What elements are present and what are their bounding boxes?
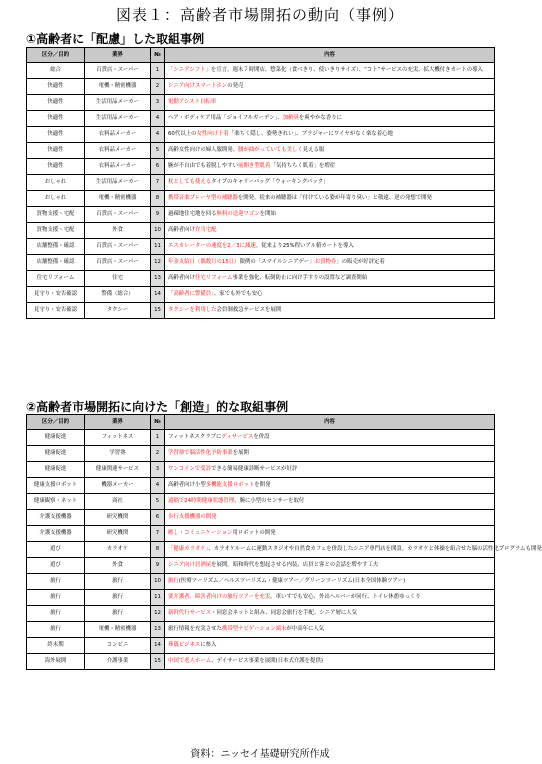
row-category: 総合	[27, 63, 85, 79]
highlighted-text: 旅行	[168, 578, 179, 585]
content-text: を開発	[254, 482, 271, 489]
row-category: 健康観察・ネット	[27, 494, 85, 510]
content-text: 会員制救急サービスを展開	[216, 307, 282, 314]
table-row	[27, 239, 495, 255]
row-category: 見守り・安否確認	[27, 287, 85, 303]
row-category: 健康促進	[27, 430, 85, 446]
row-content	[165, 159, 495, 175]
row-industry: 学習塾	[85, 446, 151, 462]
row-category: 買物支援・宅配	[27, 207, 85, 223]
row-content	[165, 191, 495, 207]
content-text: フィットネスクラブに	[168, 434, 222, 441]
table-row	[27, 478, 495, 494]
content-text: 。車いすでも安心、外出ヘルパーが同行、トイレ休憩ゆっくり	[270, 594, 421, 601]
row-content	[165, 478, 495, 494]
row-number: 2	[151, 79, 165, 95]
row-industry: 百貨店・スーパー	[85, 255, 151, 271]
highlighted-text: ディサービス	[221, 434, 254, 441]
content-text: に参入	[200, 642, 217, 649]
row-number: 15	[151, 654, 165, 670]
row-number: 1	[151, 63, 165, 79]
content-text: 、カラオケルームに運動スタジオや自然食カフェを併設したシニア専門店を開設。カラオケと体操を組合せた脳の活性化プログラムも開発	[208, 546, 542, 553]
row-content	[165, 526, 495, 542]
row-industry: 旅行	[85, 606, 151, 622]
table-row	[27, 558, 495, 574]
row-industry: タクシー	[85, 303, 151, 319]
content-text: を展開	[232, 450, 249, 457]
row-number: 15	[151, 303, 165, 319]
row-category: 遊び	[27, 542, 85, 558]
highlighted-text: 学習塾で脳活性化予防事業	[168, 450, 233, 457]
row-content	[165, 494, 495, 510]
highlighted-text: タクシーを利用した	[168, 307, 217, 314]
row-content	[165, 207, 495, 223]
row-industry: 百貨店・スーパー	[85, 239, 151, 255]
table-row	[27, 542, 495, 558]
content-text: 、デイサービス事業を展開(日本式介護を提供)	[211, 658, 323, 665]
section-1-title: ①高齢者に「配慮」した取組事例	[26, 32, 205, 46]
table-row	[27, 79, 495, 95]
highlighted-text: シニア向け居酒屋	[168, 562, 212, 569]
row-content	[165, 175, 495, 191]
row-number: 4	[151, 111, 165, 127]
row-industry: 住宅	[85, 271, 151, 287]
row-category: 海外展開	[27, 654, 85, 670]
row-industry: 外食	[85, 223, 151, 239]
table-row	[27, 462, 495, 478]
table-row	[27, 590, 495, 606]
table-row	[27, 303, 495, 319]
row-industry: 介護事業	[85, 654, 151, 670]
row-category: 終末期	[27, 638, 85, 654]
row-industry: 研究機関	[85, 526, 151, 542]
row-industry: 商社	[85, 494, 151, 510]
row-industry: 生活用品メーカー	[85, 111, 151, 127]
table-row	[27, 223, 495, 239]
source-note: 資料：ニッセイ基礎研究所作成	[190, 749, 330, 760]
row-category: 健康促進	[27, 462, 85, 478]
row-category: おしゃれ	[27, 175, 85, 191]
row-number: 13	[151, 622, 165, 638]
highlighted-text: 住宅リフォーム	[194, 275, 233, 282]
row-number: 2	[151, 446, 165, 462]
table-row	[27, 446, 495, 462]
row-category: 住宅リフォーム	[27, 271, 85, 287]
row-industry: フィットネス	[85, 430, 151, 446]
row-category: 買物支援・宅配	[27, 223, 85, 239]
row-content	[165, 654, 495, 670]
row-industry: 旅行	[85, 590, 151, 606]
highlighted-text: 多機能支援ロボット	[205, 482, 255, 489]
header-category: 区分／目的	[27, 415, 85, 430]
row-content	[165, 606, 495, 622]
row-category: 店舗整備・確認	[27, 239, 85, 255]
row-number: 7	[151, 175, 165, 191]
row-number: 10	[151, 574, 165, 590]
header-number: №	[151, 48, 165, 63]
row-content	[165, 446, 495, 462]
highlighted-text: 「健康カラオケ」	[168, 546, 209, 553]
highlighted-text: 携帯型ナビゲーション端末	[221, 626, 287, 633]
row-content	[165, 223, 495, 239]
highlighted-text: お買物券	[314, 259, 337, 266]
row-number: 9	[151, 207, 165, 223]
highlighted-text: 加齢臭	[282, 115, 299, 122]
row-industry: 研究機関	[85, 510, 151, 526]
header-content: 内容	[165, 48, 495, 63]
content-text: を展開。昭和時代を想起させる内装、店員と客との会話を増やす工夫	[211, 562, 379, 569]
content-text: 高齢女性向けの婦人服開発、	[168, 147, 239, 154]
content-text: を宣言。週末７時開店、惣菜化（食べきり、使いきりサイズ）、“コト”サービスの充実、拡大機付きカートの導入	[210, 67, 483, 74]
content-text: 「楽ちく隠し、姿勢きれい」、ブラジャーにワイヤがなく楽な着心地	[228, 131, 393, 138]
table-row	[27, 127, 495, 143]
table-row	[27, 622, 495, 638]
row-number: 5	[151, 143, 165, 159]
table-row	[27, 287, 495, 303]
row-content	[165, 638, 495, 654]
row-industry: 衣料品メーカー	[85, 143, 151, 159]
highlighted-text: ワンコインで受診	[168, 466, 211, 473]
row-industry: 百貨店・スーパー	[85, 63, 151, 79]
row-content	[165, 574, 495, 590]
highlighted-text: 携帯音楽プレーヤ型の補聴器	[168, 195, 238, 202]
section-2-table	[26, 414, 542, 670]
content-text: タイプのキャリーバッグ「ウォーキングパック」	[211, 179, 329, 186]
row-industry: 百貨店・スーパー	[85, 207, 151, 223]
row-industry: 機器メーカー	[85, 478, 151, 494]
table-row	[27, 638, 495, 654]
content-text: 高齢者向け	[168, 275, 195, 282]
row-category: 旅行	[27, 590, 85, 606]
table-row	[27, 63, 495, 79]
row-category: 快適性	[27, 127, 85, 143]
row-content	[165, 303, 495, 319]
content-text: 、家でも外でも安心	[213, 291, 263, 298]
row-number: 11	[151, 239, 165, 255]
content-text: ・同窓会ネットと組み、同窓会旅行を手配。シニア層に人気	[211, 610, 358, 617]
row-category: 旅行	[27, 622, 85, 638]
content-text: を開始	[259, 211, 276, 218]
row-number: 14	[151, 287, 165, 303]
row-industry: 旅行	[85, 574, 151, 590]
table-row	[27, 111, 495, 127]
content-text: 旅行情報を充実させた	[168, 626, 222, 633]
row-industry: 健康関連サービス	[85, 462, 151, 478]
row-number: 3	[151, 95, 165, 111]
header-industry: 業界	[85, 48, 151, 63]
row-content	[165, 239, 495, 255]
row-content	[165, 63, 495, 79]
highlighted-text: 腰が曲がっていても美しく	[238, 147, 303, 154]
highlighted-text: 年金支給日（偶数月の15日）	[168, 259, 240, 266]
row-category: 快適性	[27, 95, 85, 111]
highlighted-text: 歩行支援機器の開発	[168, 514, 217, 521]
row-category: 旅行	[27, 574, 85, 590]
table-row	[27, 510, 495, 526]
content-text: を併設	[253, 434, 270, 441]
content-text: 腕が不自由でも着脱しやすい	[168, 163, 239, 170]
row-number: 3	[151, 462, 165, 478]
row-category: 快適性	[27, 143, 85, 159]
row-category: 旅行	[27, 606, 85, 622]
row-content	[165, 111, 495, 127]
table-row	[27, 654, 495, 670]
row-industry: 外食	[85, 558, 151, 574]
table-row	[27, 207, 495, 223]
header-number: №	[151, 415, 165, 430]
table-row	[27, 255, 495, 271]
row-content	[165, 462, 495, 478]
table-row	[27, 526, 495, 542]
content-text: を開発。従来の補聴器は「付けている姿が年寄り臭い」と敬遠、逆の発想で開発	[237, 195, 432, 202]
content-text: 限例の「スマイルシニアデー」	[239, 259, 315, 266]
row-category: 介護支援機器	[27, 510, 85, 526]
highlighted-text: 弁当宅配	[194, 227, 217, 234]
row-content	[165, 143, 495, 159]
content-text: 事業を強化、転倒防止に向け手すりの設置など調査開始	[232, 275, 368, 282]
row-content	[165, 271, 495, 287]
row-category: 快適性	[27, 159, 85, 175]
header-category: 区分／目的	[27, 48, 85, 63]
highlighted-text: 中国で老人ホーム	[168, 658, 212, 665]
row-number: 12	[151, 255, 165, 271]
highlighted-text: 前開き型肌着	[238, 163, 271, 170]
row-category: 健康支援ロボット	[27, 478, 85, 494]
highlighted-text: 女性向け下着	[196, 131, 229, 138]
row-number: 4	[151, 478, 165, 494]
content-text: ヘア・ボディケア用品「ジョイフルガーデン」、	[168, 115, 283, 122]
row-content	[165, 287, 495, 303]
row-category: 健康促進	[27, 446, 85, 462]
highlighted-text: 「シニアシフト」	[168, 67, 211, 74]
row-category: 快適性	[27, 111, 85, 127]
table-row	[27, 606, 495, 622]
row-content	[165, 255, 495, 271]
highlighted-text: 杖としても使える	[168, 179, 212, 186]
row-content	[165, 558, 495, 574]
content-text: 見える服	[302, 147, 325, 154]
highlighted-text: エスカレーターの速度を2／3に減速	[168, 243, 256, 250]
row-industry: 電機・精密機器	[85, 622, 151, 638]
table-row	[27, 175, 495, 191]
content-text: (医療ツーリズム／ヘルスツーリズム・健康ツアー／グリーンツーリズム(日本全国体験ツアー)	[178, 578, 406, 585]
highlighted-text: 「高齢者に警備員」	[168, 291, 214, 298]
content-text: 高齢者向け小型	[168, 482, 206, 489]
row-category: 見守り・安否確認	[27, 303, 85, 319]
row-number: 9	[151, 558, 165, 574]
row-number: 14	[151, 638, 165, 654]
highlighted-text: 要介護者、障害者向けの旅行ツアーを充実	[168, 594, 271, 601]
table-row	[27, 143, 495, 159]
row-content	[165, 79, 495, 95]
table-row	[27, 494, 495, 510]
content-text: 、腕に小型のセンサーを取付	[234, 498, 305, 505]
table-row	[27, 95, 495, 111]
table-row	[27, 574, 495, 590]
row-number: 8	[151, 542, 165, 558]
content-text: 。従来より25%程いアル値カートを導入	[255, 243, 354, 250]
row-number: 6	[151, 159, 165, 175]
table-row	[27, 271, 495, 287]
content-text: 過疎地住宅地を回る	[168, 211, 217, 218]
section-2-title: ②高齢者市場開拓に向けた「創造」的な取組事例	[26, 400, 289, 414]
row-number: 8	[151, 191, 165, 207]
row-content	[165, 542, 542, 558]
row-industry: 衣料品メーカー	[85, 159, 151, 175]
content-text: 「気持ちらく肌着」を増産	[270, 163, 336, 170]
row-number: 4	[151, 127, 165, 143]
row-industry: 電機・精密機器	[85, 191, 151, 207]
highlighted-text: 電動アシスト自転車	[168, 99, 217, 106]
highlighted-text: 遠隔で24時間健康状態管理	[168, 498, 235, 505]
row-industry: 衣料品メーカー	[85, 127, 151, 143]
header-industry: 業界	[85, 415, 151, 430]
header-content: 内容	[165, 415, 495, 430]
row-number: 5	[151, 494, 165, 510]
content-text: 」の販売が好評定着	[336, 259, 385, 266]
content-text: が中高年に人気	[286, 626, 325, 633]
table-row	[27, 159, 495, 175]
row-content	[165, 622, 495, 638]
highlighted-text: 無料の送迎ワゴン	[216, 211, 260, 218]
table-header-row	[27, 48, 495, 63]
row-industry: 警備（総合）	[85, 287, 151, 303]
content-text: の発売	[227, 83, 244, 90]
content-text: 用ロボットの開発	[232, 530, 276, 537]
row-content	[165, 510, 495, 526]
row-industry: 生活用品メーカー	[85, 175, 151, 191]
row-number: 6	[151, 510, 165, 526]
page-title: 図表１：高齢者市場開拓の動向（事例）	[115, 6, 404, 24]
table-row	[27, 430, 495, 446]
row-industry: 生活用品メーカー	[85, 95, 151, 111]
row-number: 1	[151, 430, 165, 446]
row-number: 12	[151, 606, 165, 622]
highlighted-text: 癒し・コミュニケーション	[168, 530, 233, 537]
row-content	[165, 95, 495, 111]
row-category: 店舗整備・確認	[27, 255, 85, 271]
highlighted-text: 新幹代行サービス	[168, 610, 212, 617]
row-number: 10	[151, 223, 165, 239]
table-row	[27, 191, 495, 207]
row-category: おしゃれ	[27, 191, 85, 207]
highlighted-text: シニア向けスマートホン	[168, 83, 228, 90]
row-content	[165, 430, 495, 446]
content-text: できる簡易健康診断サービスが好評	[210, 466, 298, 473]
row-content	[165, 127, 495, 143]
highlighted-text: 葬儀ビジネス	[168, 642, 201, 649]
row-content	[165, 590, 495, 606]
row-category: 遊び	[27, 558, 85, 574]
row-number: 13	[151, 271, 165, 287]
section-1-table	[26, 47, 495, 319]
row-industry: カラオケ	[85, 542, 151, 558]
row-number: 7	[151, 526, 165, 542]
row-industry: コンビニ	[85, 638, 151, 654]
row-category: 快適性	[27, 79, 85, 95]
content-text: を爽やかな香りに	[298, 115, 343, 122]
content-text: 60代以上の	[168, 131, 197, 138]
row-industry: 電機・精密機器	[85, 79, 151, 95]
row-category: 介護支援機器	[27, 526, 85, 542]
table-header-row	[27, 415, 495, 430]
content-text: 高齢者向け	[168, 227, 195, 234]
row-number: 11	[151, 590, 165, 606]
